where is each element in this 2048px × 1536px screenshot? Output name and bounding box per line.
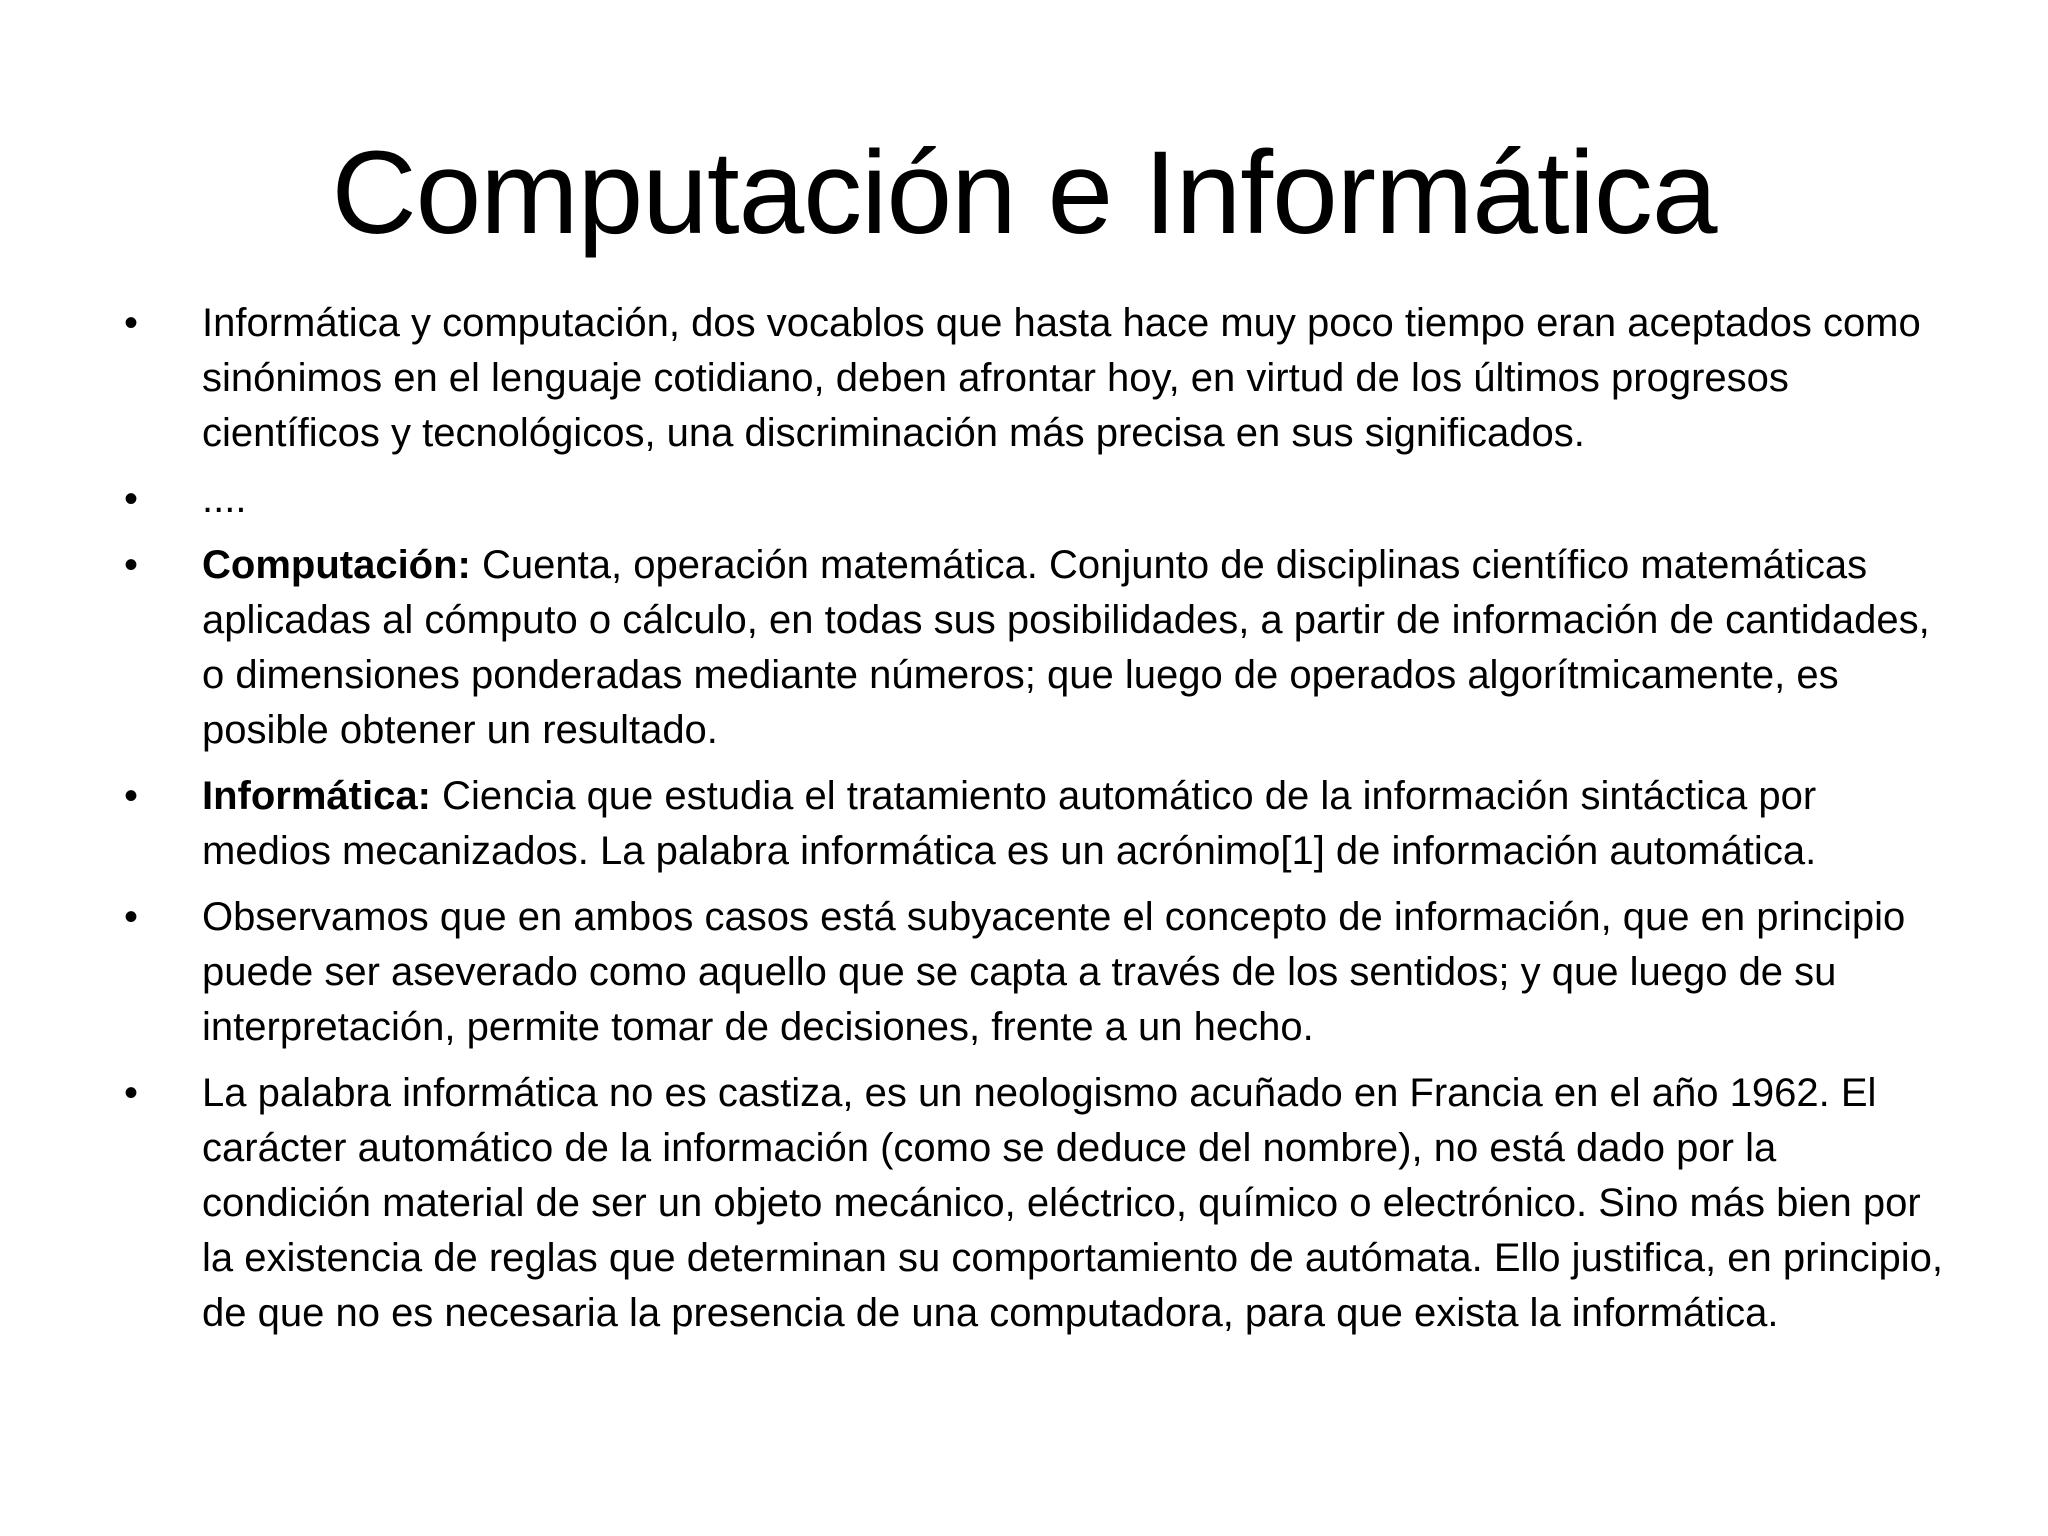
bullet-text: Informática y computación, dos vocablos que hasta hace muy poco tiempo eran aceptados como sinónimos en el lenguaje cotidiano, deben afrontar hoy, en virtud de los últimos progresos científicos y tecnológicos, una discriminación más precisa en sus significados. [202, 301, 1921, 455]
bullet-marker: • [124, 895, 139, 939]
bullet-text: Observamos que en ambos casos está subyacente el concepto de información, que en principio puede ser aseverado como aquello que se capta a través de los sentidos; y que luego de su interpretación, permite tomar de decisiones, frente a un hecho. [202, 895, 1906, 1049]
bullet-marker: • [124, 774, 139, 818]
bullet-item-ellipsis [124, 472, 1954, 527]
bullet-list [124, 296, 1954, 1352]
bullet-item-informatica [124, 769, 1954, 879]
bullet-marker: • [124, 543, 139, 587]
bullet-text: .... [202, 477, 247, 521]
bullet-item-intro [124, 296, 1954, 461]
bullet-text: Cuenta, operación matemática. Conjunto de disciplinas científico matemáticas aplicadas al cómputo o cálculo, en todas sus posibilidades, a partir de información de cantidades, o dimensiones ponderadas mediante números; que luego de operados algorítmicamente, es posible obtener un resultado. [202, 543, 1930, 752]
bullet-text: La palabra informática no es castiza, es un neologismo acuñado en Francia en el año 1962. El carácter automático de la información (como se deduce del nombre), no está dado por la condición material de ser un objeto mecánico, eléctrico, químico o electrónico. Sino más bien por la existencia de reglas que determinan su comportamiento de autómata. Ello justifica, en principio, de que no es necesaria la presencia de una computadora, para que exista la informática. [202, 1071, 1943, 1335]
bullet-item-neologismo [124, 1066, 1954, 1341]
slide-title: Computación e Informática [331, 127, 1717, 259]
bullet-item-computacion [124, 538, 1954, 758]
bullet-marker: • [124, 1071, 139, 1115]
term-computacion: Computación: [202, 543, 471, 587]
bullet-marker: • [124, 477, 139, 521]
bullet-item-observamos [124, 890, 1954, 1055]
bullet-marker: • [124, 301, 139, 345]
term-informatica: Informática: [202, 774, 431, 818]
bullet-text: Ciencia que estudia el tratamiento automático de la información sintáctica por medios mecanizados. La palabra informática es un acrónimo[1] de información automática. [202, 774, 1817, 873]
